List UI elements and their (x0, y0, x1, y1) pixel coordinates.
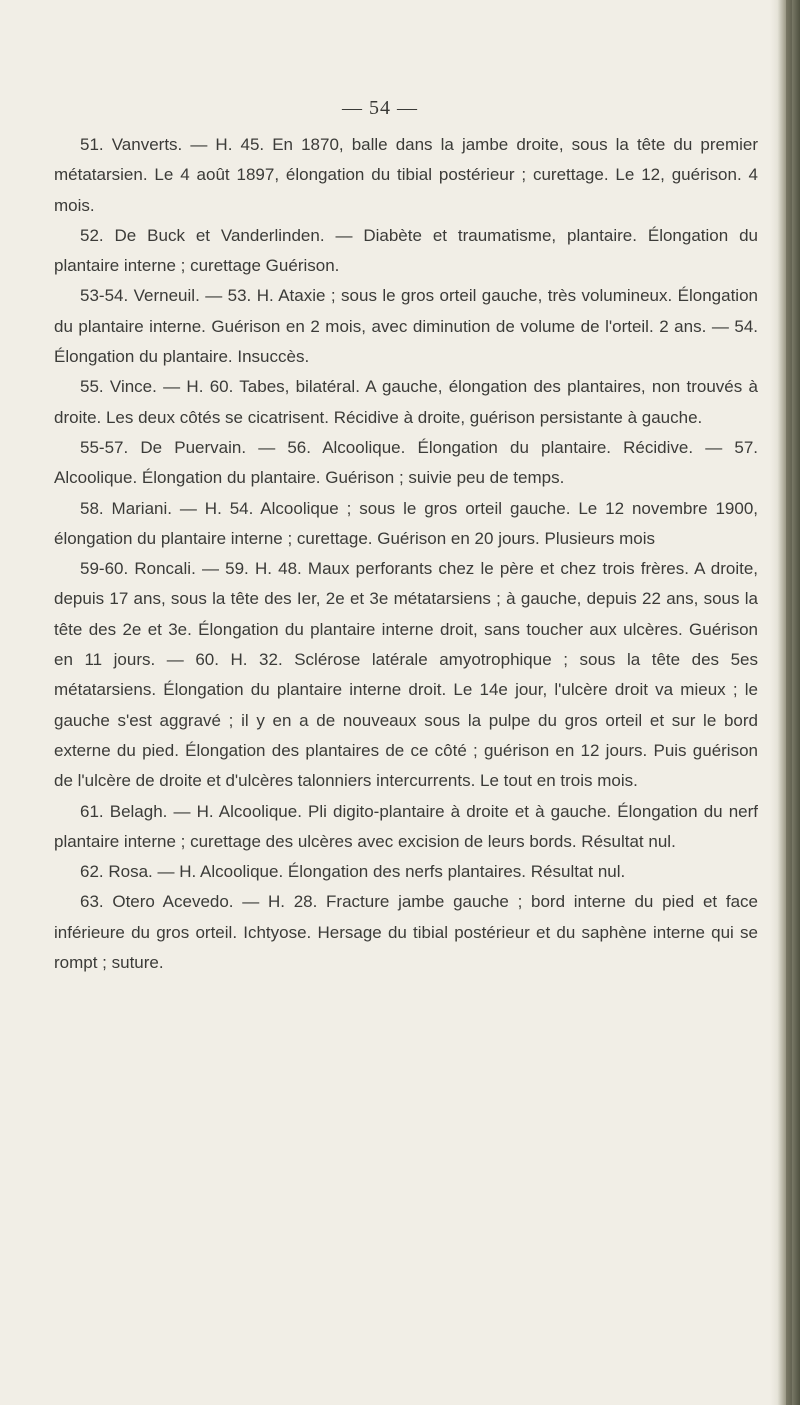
scan-edge-shadow (770, 0, 800, 1405)
case-62: 62. Rosa. — H. Alcoolique. Élongation des nerfs plantaires. Résultat nul. (80, 862, 626, 882)
case-51: 51. Vanverts. — H. 45. En 1870, balle dans la jambe droite, sous la tête du premier métatarsien. Le 4 août 1897, élongation du tibial postérieur ; curettage. Le 12, guérison. 4 mois. (54, 135, 758, 215)
case-61: 61. Belagh. — H. Alcoolique. Pli digito-plantaire à droite et à gauche. Élongation du nerf plantaire interne ; curettage des ulcères avec excision de leurs bords. Résultat nul. (54, 801, 758, 851)
case-55-57: 55-57. De Puervain. — 56. Alcoolique. Élongation du plantaire. Récidive. — 57. Alcoolique. Élongation du plantaire. Guérison ; suivie peu de temps. (54, 437, 758, 488)
case-63: 63. Otero Acevedo. — H. 28. Fracture jambe gauche ; bord interne du pied et face inférieure du gros orteil. Ichtyose. Hersage du tibial postérieur et du saphène interne qui se rompt ; suture. (54, 892, 758, 973)
case-52: 52. De Buck et Vanderlinden. — Diabète et traumatisme, plantaire. Élongation du plantaire interne ; curettage Guérison. (54, 225, 758, 276)
page-number: — 54 — (342, 97, 418, 119)
binding-shadow (786, 0, 792, 1405)
case-58: 58. Mariani. — H. 54. Alcoolique ; sous le gros orteil gauche. Le 12 novembre 1900, élongation du plantaire interne ; curettage. Guérison en 20 jours. Plusieurs mois (54, 498, 758, 548)
case-53-54: 53-54. Verneuil. — 53. H. Ataxie ; sous le gros orteil gauche, très volumineux. Élongation du plantaire interne. Guérison en 2 mois, avec diminution de volume de l'orteil. 2 ans. — 54. Élongation du plantaire. Insuccès. (54, 286, 758, 367)
case-55: 55. Vince. — H. 60. Tabes, bilatéral. A gauche, élongation des plantaires, non trouvés à droite. Les deux côtés se cicatrisent. Récidive à droite, guérison persistante à gauche. (54, 377, 758, 427)
case-list (54, 130, 758, 978)
case-59-60: 59-60. Roncali. — 59. H. 48. Maux perforants chez le père et chez trois frères. A droite, depuis 17 ans, sous la tête des Ier, 2e et 3e métatarsiens ; à gauche, depuis 22 ans, sous la tête des 2e et 3e. Élongation du plantaire interne droit, sans toucher aux ulcères. Guérison en 11 jours. — 60. H. 32. Sclérose latérale amyotrophique ; sous la tête des 5es métatarsiens. Élongation du plantaire interne droit. Le 14e jour, l'ulcère droit va mieux ; le gauche s'est aggravé ; il y en a de nouveaux sous la pulpe du gros orteil et sur le bord externe du pied. Élongation des plantaires de ce côté ; guérison en 12 jours. Puis guérison de l'ulcère de droite et d'ulcères talonniers intercurrents. Le tout en trois mois. (54, 559, 758, 791)
